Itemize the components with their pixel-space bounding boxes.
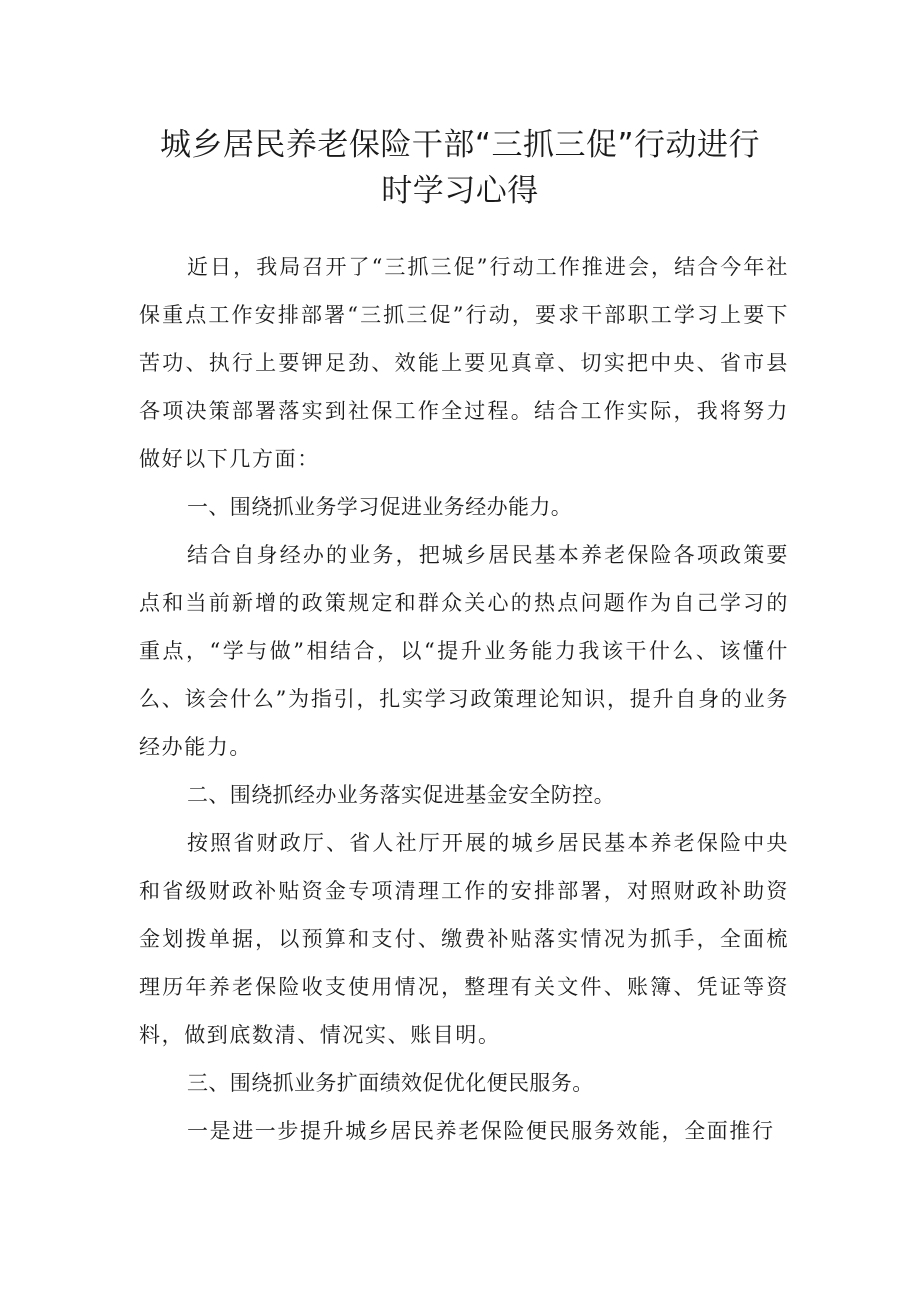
paragraph-section-1: 结合自身经办的业务，把城乡居民基本养老保险各项政策要点和当前新增的政策规定和群众关心的热点问题作为自己学习的重点，“学与做”相结合，以“提升业务能力我该干什么、该懂什么、该会什么”为指引，扎实学习政策理论知识，提升自身的业务经办能力。 — [139, 543, 789, 759]
section-heading-1: 一、围绕抓业务学习促进业务经办能力。 — [187, 495, 573, 519]
document-body — [139, 243, 789, 1155]
title-line-2: 时学习心得 — [381, 173, 539, 209]
section-heading-3: 三、围绕抓业务扩面绩效促优化便民服务。 — [187, 1071, 594, 1095]
paragraph-section-3: 一是进一步提升城乡居民养老保险便民服务效能，全面推行 — [187, 1119, 775, 1143]
document-title — [120, 122, 800, 214]
paragraph-intro: 近日，我局召开了“三抓三促”行动工作推进会，结合今年社保重点工作安排部署“三抓三促”行动，要求干部职工学习上要下苦功、执行上要钾足劲、效能上要见真章、切实把中央、省市县各项决策部署落实到社保工作全过程。结合工作实际，我将努力做好以下几方面： — [139, 255, 789, 471]
paragraph-section-2: 按照省财政厅、省人社厅开展的城乡居民基本养老保险中央和省级财政补贴资金专项清理工作的安排部署，对照财政补助资金划拨单据，以预算和支付、缴费补贴落实情况为抓手，全面梳理历年养老保险收支使用情况，整理有关文件、账簿、凭证等资料，做到底数清、情况实、账目明。 — [139, 831, 789, 1047]
title-line-1: 城乡居民养老保险干部“三抓三促”行动进行 — [159, 127, 761, 163]
section-heading-2: 二、围绕抓经办业务落实促进基金安全防控。 — [187, 783, 615, 807]
